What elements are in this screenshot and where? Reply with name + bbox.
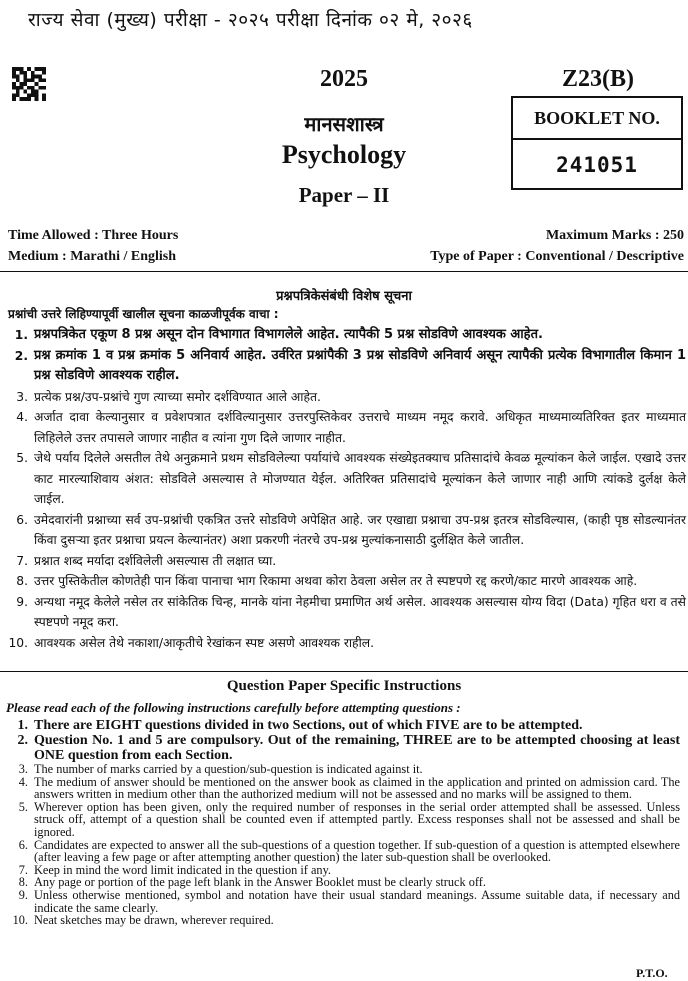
list-item xyxy=(6,839,680,864)
item-number: 1. xyxy=(14,328,28,342)
list-item xyxy=(6,346,686,387)
maximum-marks: Maximum Marks : 250 xyxy=(545,228,684,243)
item-text: There are EIGHT questions divided in two Sections, out of which FIVE are to be attempted. xyxy=(34,718,583,733)
item-text: The medium of answer should be mentioned on the answer book as claimed in the application and printed on admission card. The answers written in medium other than the authorized medium will not be assessed and no marks will be assigned to them. xyxy=(34,774,680,802)
item-text: प्रत्येक प्रश्न/उप-प्रश्नांचे गुण त्याच्या समोर दर्शविण्यात आले आहेत. xyxy=(34,389,321,404)
paper-code: Z23(B) xyxy=(562,66,634,92)
list-item xyxy=(6,551,686,572)
item-text: Candidates are expected to answer all the sub-questions of a question together. If sub-question of a question is attempted elsewhere (after leaving a few page or after attempting another question) the later sub-question shall be overlooked. xyxy=(34,837,680,865)
item-text: Question No. 1 and 5 are compulsory. Out of the remaining, THREE are to be attempted choosing at least ONE question from each Section. xyxy=(34,733,680,763)
item-number: 6. xyxy=(18,837,28,852)
item-text: अन्यथा नमूद केलेले नसेल तर सांकेतिक चिन्ह, मानके यांना नेहमीचा प्रमाणित अर्थ असेल. आवश्यक असल्यास योग्य विदा (Data) गृहित धरा व तसे स्पष्टपणे नमूद करा. xyxy=(34,594,686,629)
item-text: जेथे पर्याय दिलेले असतील तेथे अनुक्रमाने प्रथम सोडविलेल्या पर्यायांचे आवश्यक संख्येइतक्याच प्रतिसादांचे केवळ मूल्यांकन केले जाईल. एखादे उत्तर काट मारल्याशिवाय अंशत: सोडविले असल्यास ते मोजण्यात येईल. अतिरिक्त प्रतिसादांचे मूल्यांकन केले जाणार नाही आणि त्यांकडे दुर्लक्ष केले जाईल. xyxy=(34,451,686,506)
subject-title-marathi: मानसशास्त्र xyxy=(304,112,384,136)
item-text: प्रश्न क्रमांक 1 व प्रश्न क्रमांक 5 अनिवार्य आहेत. उर्वरित प्रश्नांपैकी 3 प्रश्न सोडविणे अनिवार्य असून त्यापैकी प्रत्येक विभागातील किमान 1 प्रश्न सोडविणे आवश्यक राहील. xyxy=(34,347,686,383)
list-item xyxy=(6,733,680,763)
list-item xyxy=(6,763,680,776)
item-text: Neat sketches may be drawn, wherever required. xyxy=(34,913,274,928)
type-of-paper: Type of Paper : Conventional / Descriptive xyxy=(430,249,684,264)
item-number: 3. xyxy=(18,762,28,776)
booklet-number-box xyxy=(511,96,683,190)
item-number: 4. xyxy=(18,774,28,789)
item-number: 5. xyxy=(16,451,28,465)
english-instructions-intro: Please read each of the following instructions carefully before attempting questions : xyxy=(6,700,461,715)
paper-number: Paper – II xyxy=(298,183,390,207)
english-instructions-list xyxy=(6,718,680,927)
item-text: उमेदवारांनी प्रश्नाच्या सर्व उप-प्रश्नांची एकत्रित उत्तरे सोडविणे अपेक्षित आहे. जर एखाद्या प्रश्नाचा उप-प्रश्न इतरत्र सोडविल्यास, (काही पृष्ठ सोडल्यानंतर किंवा दुसऱ्या इतर प्रश्नाचा प्रयत्न केल्यानंतर) अशा प्रकरणी नंतरचे उप-प्रश्न मुल्यांकनासाठी दुर्लक्षित केले जातील. xyxy=(34,512,686,547)
item-number: 9. xyxy=(18,887,28,902)
item-text: Wherever option has been given, only the required number of responses in the serial order attempted shall be assessed. Unless struck off, attempt of a question shall be counted even if attempted partly. Excess responses shall not be assessed and shall be ignored. xyxy=(34,799,680,839)
booklet-label: BOOKLET NO. xyxy=(513,98,681,140)
list-item xyxy=(6,571,686,592)
item-number: 3. xyxy=(16,389,28,404)
item-text: The number of marks carried by a question/sub-question is indicated against it. xyxy=(34,762,423,776)
list-item xyxy=(6,407,686,448)
item-text: Any page or portion of the page left blank in the Answer Booklet must be clearly struck off. xyxy=(34,875,486,890)
item-text: प्रश्नपत्रिकेत एकूण 8 प्रश्न असून दोन विभागात विभागलेले आहेत. त्यापैकी 5 प्रश्न सोडविणे आवश्यक आहेत. xyxy=(34,327,543,342)
item-number: 7. xyxy=(18,862,28,877)
item-number: 1. xyxy=(17,718,28,733)
list-item xyxy=(6,387,686,408)
item-number: 6. xyxy=(16,512,28,527)
item-number: 10. xyxy=(8,635,28,650)
page-turn-mark: P.T.O. xyxy=(636,966,668,980)
item-text: Unless otherwise mentioned, symbol and notation have their usual standard meanings. Assume suitable data, if necessary and indicate the same clearly. xyxy=(34,887,680,915)
marathi-instructions-heading: प्रश्नपत्रिकेसंबंधी विशेष सूचना xyxy=(276,289,412,304)
item-number: 10. xyxy=(12,913,28,928)
list-item xyxy=(6,914,680,927)
list-item xyxy=(6,776,680,801)
medium: Medium : Marathi / English xyxy=(8,249,177,264)
list-item xyxy=(6,633,686,654)
list-item xyxy=(6,889,680,914)
handwritten-exam-note: राज्य सेवा (मुख्य) परीक्षा - २०२५ परीक्षा दिनांक ०२ मे, २०२६ xyxy=(28,9,473,31)
divider-rule xyxy=(0,271,688,272)
item-number: 8. xyxy=(18,875,28,890)
item-number: 2. xyxy=(14,348,28,363)
list-item xyxy=(6,801,680,839)
list-item xyxy=(6,718,680,733)
item-number: 5. xyxy=(18,799,28,814)
list-item xyxy=(6,448,686,510)
list-item xyxy=(6,592,686,633)
time-allowed: Time Allowed : Three Hours xyxy=(8,228,179,243)
item-number: 8. xyxy=(16,574,28,588)
list-item xyxy=(6,325,686,346)
item-text: अर्जात दावा केल्यानुसार व प्रवेशपत्रात दर्शविल्यानुसार उत्तरपुस्तिकेवर उत्तराचे माध्यम नमूद करावे. अधिकृत माध्यमाव्यतिरिक्त इतर माध्यमात लिहिलेले उत्तर तपासले जाणार नाहीत व त्यांना गुण दिले जाणार नाहीत. xyxy=(34,410,686,445)
item-number: 4. xyxy=(16,410,28,424)
list-item xyxy=(6,510,686,551)
booklet-number: 241051 xyxy=(556,153,638,177)
item-text: आवश्यक असेल तेथे नकाशा/आकृतीचे रेखांकन स्पष्ट असणे आवश्यक राहील. xyxy=(34,635,375,650)
marathi-instructions-intro: प्रश्नांची उत्तरे लिहिण्यापूर्वी खालील सूचना काळजीपूर्वक वाचा : xyxy=(8,307,279,321)
marathi-instructions-list xyxy=(6,325,686,653)
item-text: Keep in mind the word limit indicated in the question if any. xyxy=(34,862,331,877)
item-number: 9. xyxy=(16,594,28,609)
subject-title-english: Psychology xyxy=(281,140,407,169)
item-text: प्रश्नात शब्द मर्यादा दर्शविलेली असल्यास ती लक्षात घ्या. xyxy=(34,553,277,568)
divider-rule xyxy=(0,671,688,672)
exam-year: 2025 xyxy=(320,66,368,92)
item-number: 7. xyxy=(16,553,28,568)
item-text: उत्तर पुस्तिकेतील कोणतेही पान किंवा पानाचा भाग रिकामा अथवा कोरा ठेवला असेल तर ते स्पष्टपणे रद्द करणे/काट मारणे आवश्यक आहे. xyxy=(34,574,638,588)
english-instructions-heading: Question Paper Specific Instructions xyxy=(226,678,462,694)
item-number: 2. xyxy=(17,733,28,748)
